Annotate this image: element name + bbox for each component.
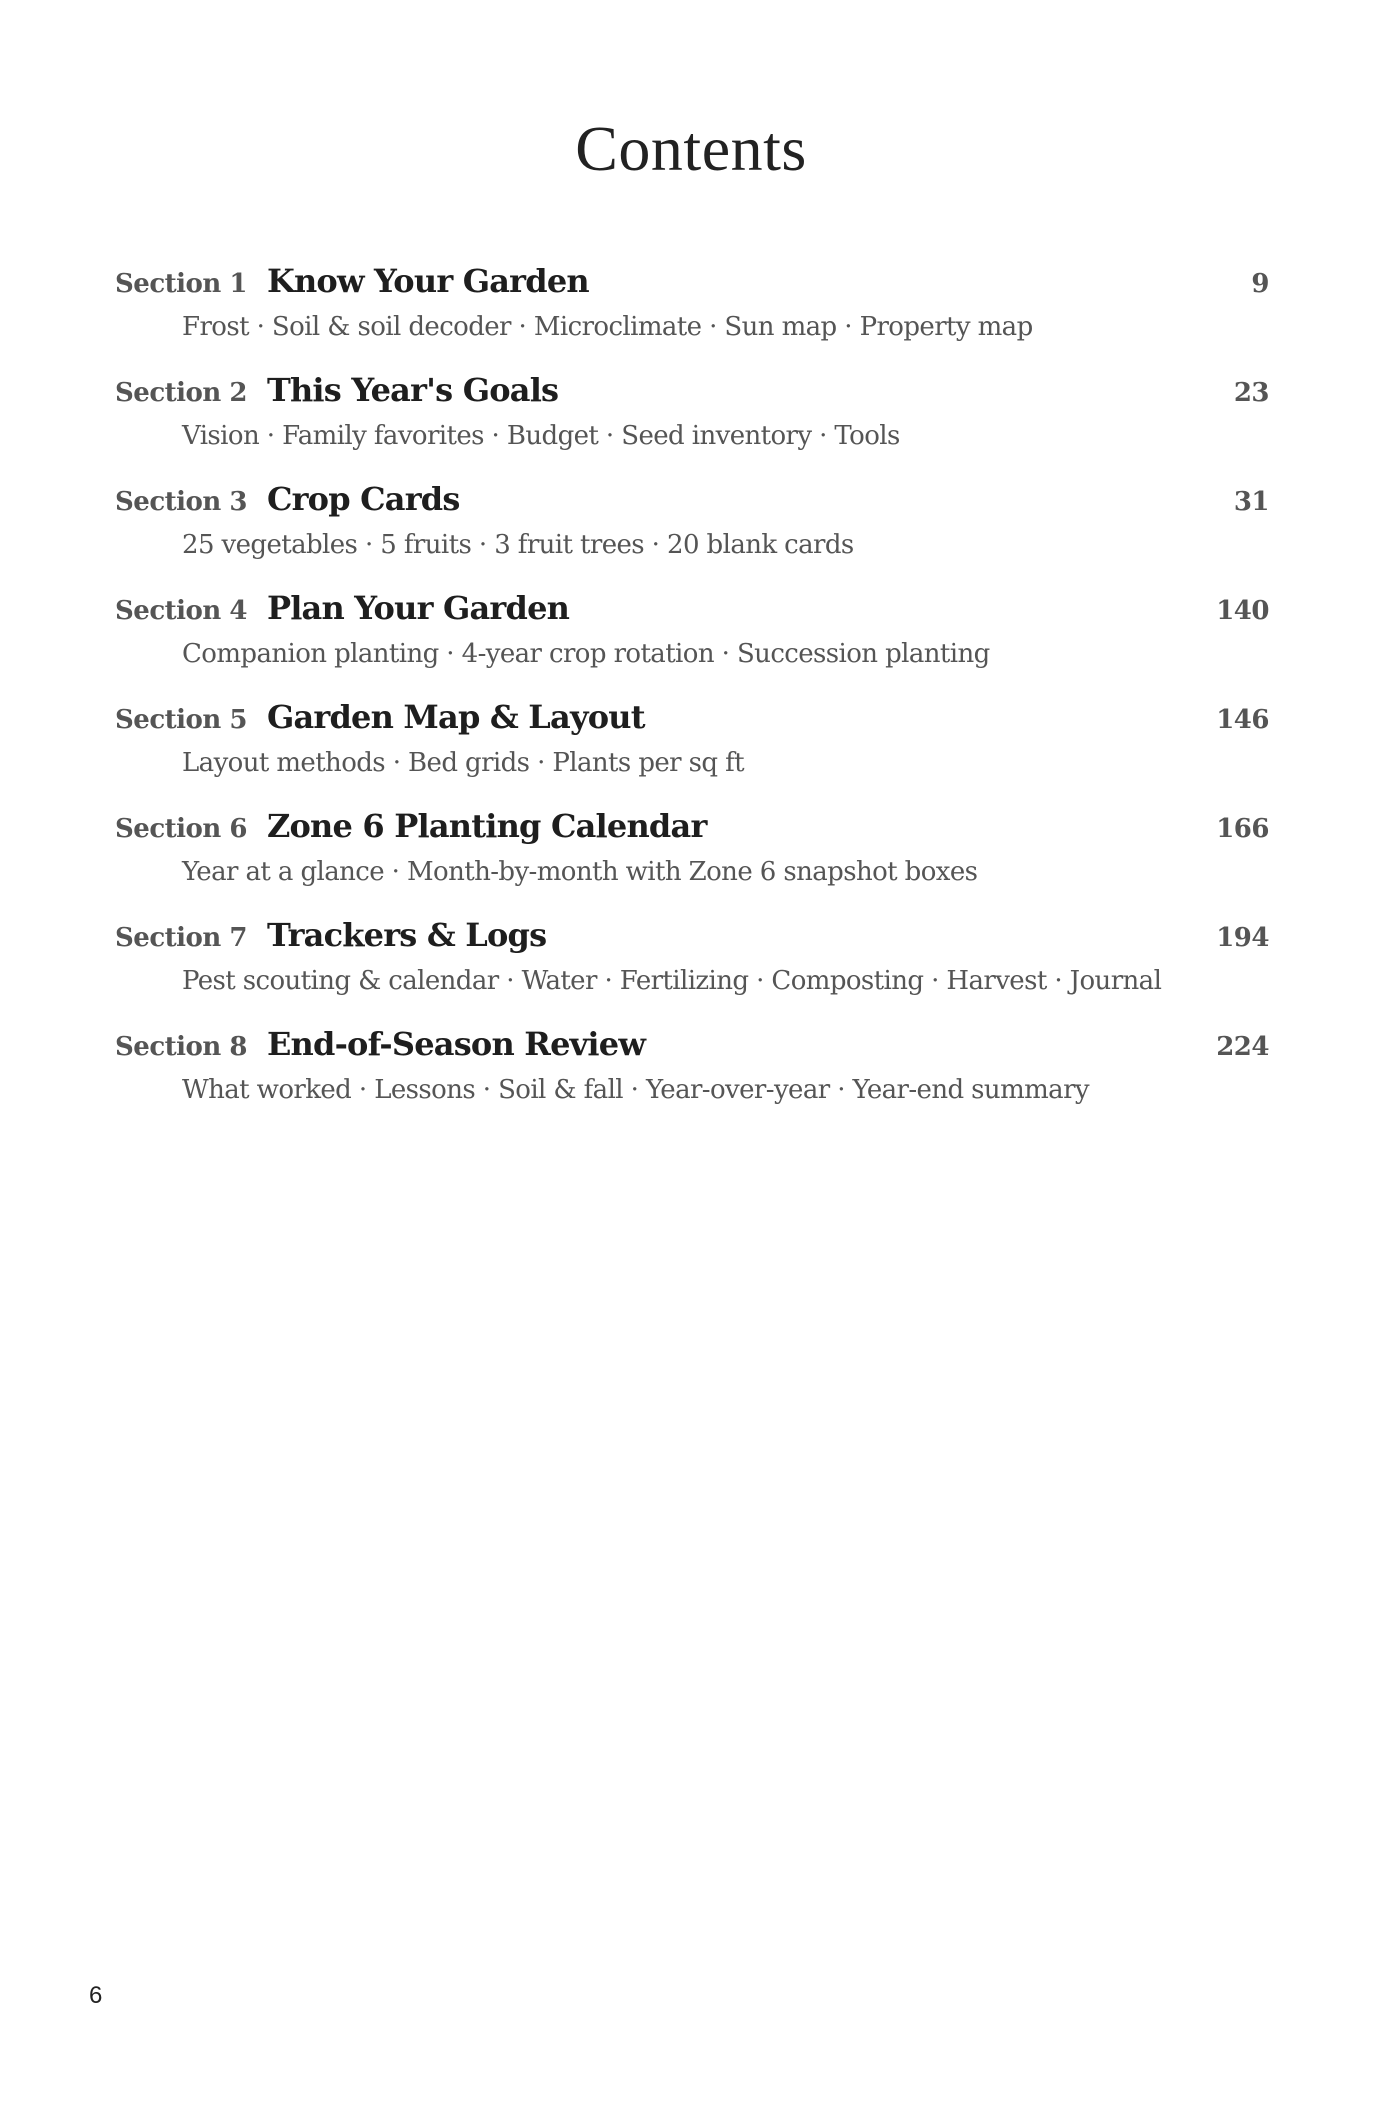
toc-entry-section-3[interactable] [115,480,1269,589]
section-description: Vision · Family favorites · Budget · Seed inventory · Tools [182,421,900,451]
section-label: Section 4 [115,596,247,626]
page-number: 140 [1216,596,1269,626]
section-label: Section 5 [115,705,247,735]
section-description: Pest scouting & calendar · Water · Fertilizing · Composting · Harvest · Journal [182,966,1162,996]
toc-entry-section-4[interactable] [115,589,1269,698]
section-title[interactable]: Know Your Garden [266,262,589,300]
table-of-contents [115,262,1269,1134]
page-number: 194 [1216,923,1269,953]
section-label: Section 6 [115,814,247,844]
section-label: Section 8 [115,1032,247,1062]
section-label: Section 3 [115,487,247,517]
section-label: Section 1 [115,269,247,299]
page-title: Contents [575,113,807,184]
section-description: Frost · Soil & soil decoder · Microclimate · Sun map · Property map [182,312,1033,342]
section-label: Section 7 [115,923,247,953]
section-description: Layout methods · Bed grids · Plants per sq ft [182,748,744,778]
section-title[interactable]: Plan Your Garden [266,589,570,627]
section-description: What worked · Lessons · Soil & fall · Year-over-year · Year-end summary [182,1075,1089,1105]
page-number: 31 [1233,487,1269,517]
page-number: 146 [1216,705,1269,735]
section-description: Companion planting · 4-year crop rotation · Succession planting [182,639,990,669]
section-description: 25 vegetables · 5 fruits · 3 fruit trees · 20 blank cards [182,530,854,560]
page-number: 224 [1216,1032,1269,1062]
page-number: 166 [1216,814,1269,844]
toc-entry-section-1[interactable] [115,262,1269,371]
toc-entry-section-5[interactable] [115,698,1269,807]
section-title[interactable]: Zone 6 Planting Calendar [266,807,707,845]
page-number: 9 [1251,269,1269,299]
section-title[interactable]: Trackers & Logs [266,916,547,954]
section-title[interactable]: End-of-Season Review [266,1025,646,1063]
section-label: Section 2 [115,378,247,408]
toc-entry-section-6[interactable] [115,807,1269,916]
section-title[interactable]: This Year's Goals [266,371,559,409]
toc-entry-section-7[interactable] [115,916,1269,1025]
page-folio-number: 6 [89,1982,103,2009]
section-title[interactable]: Garden Map & Layout [266,698,645,736]
page-number: 23 [1233,378,1269,408]
section-title[interactable]: Crop Cards [266,480,460,518]
section-description: Year at a glance · Month-by-month with Zone 6 snapshot boxes [182,857,978,887]
toc-entry-section-8[interactable] [115,1025,1269,1134]
toc-entry-section-2[interactable] [115,371,1269,480]
